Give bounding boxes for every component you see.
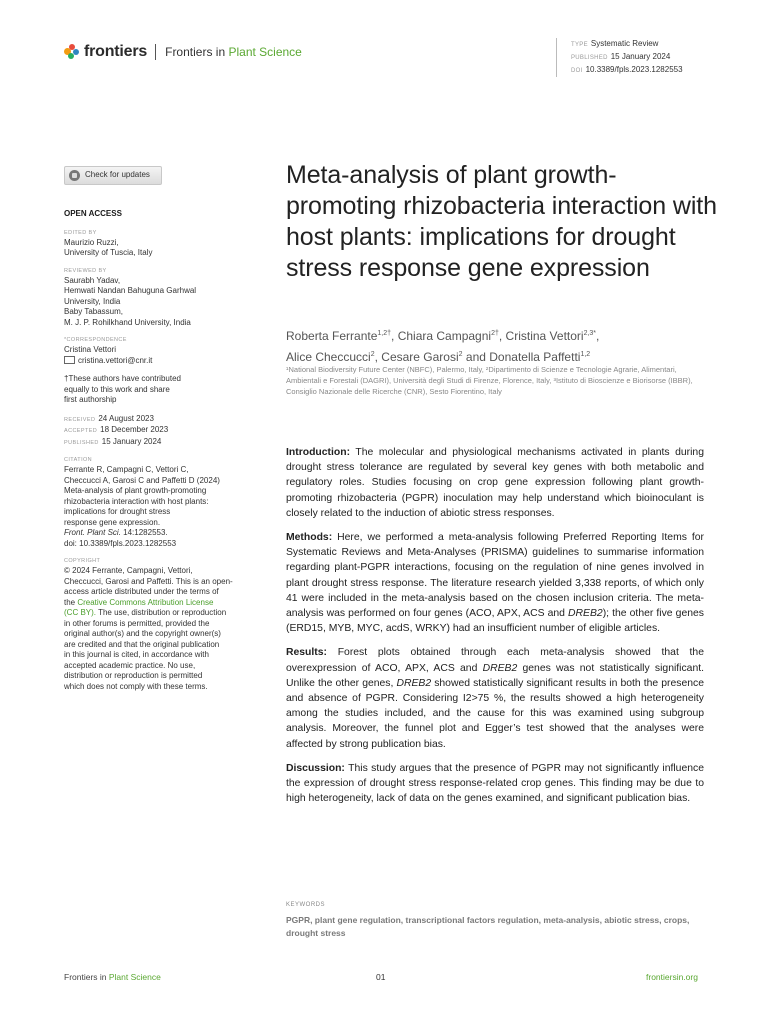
citation-doi[interactable]: doi: 10.3389/fpls.2023.1282553 xyxy=(64,538,177,548)
abstract-discussion: Discussion: This study argues that the presence of PGPR may not significantly influence the expression of drought stress response-related crop genes. This finding may be due to high heterogeneity, lack of data on the genes examined, and significant publication bias. xyxy=(286,762,704,805)
affiliations: ¹National Biodiversity Future Center (NBFC), Palermo, Italy, ²Dipartimento di Scienze e Tecnologie Agrarie, Alimentari, Ambientali e Forestali (DAGRI), Università degli Studi di Firenze, Florence, Italy, ³Istituto di Bioscienze e Biorisorse (IBBR), Consiglio Nazionale delle Ricerche (CNR), Sesto Fiorentino, Italy xyxy=(286,365,693,396)
article-title: Meta-analysis of plant growth-promoting rhizobacteria interaction with host plants: implications for drought stress response gene expression xyxy=(286,161,717,282)
citation: CITATION Ferrante R, Campagni C, Vettori C, Checcucci A, Garosi C and Paffetti D (2024) Meta-analysis of plant growth-promoting rhizobacteria interaction with host plants: implications for drought stress response gene expression. Front. Plant Sci. 14:1282553. doi: 10.3389/fpls.2023.1282553 xyxy=(64,456,274,549)
abstract-methods: Methods: Here, we performed a meta-analysis following Preferred Reporting Items for Systematic Reviews and Meta-Analyses (PRISMA) guidelines to summarise information regarding plant-PGPR interactions, focusing on the regulation of nine genes involved in plant drought stress response. The literature research yielded 3,338 reports, of which only 41 were included in the meta-analysis based on the chosen inclusion criteria. The meta-analysis was performed on four genes (ACO, APX, ACS and DREB2); the other five genes (ERD15, MYB, MYC, acdS, WRKY) had an insufficient number of eligible articles. xyxy=(286,532,704,635)
abstract xyxy=(286,445,704,815)
journal-name[interactable]: Frontiers in Plant Science xyxy=(165,45,302,59)
author[interactable]: Roberta Ferrante$^{1,2\dagger}$ xyxy=(286,329,392,343)
abstract-results: Results: Forest plots obtained through each meta-analysis showed that the overexpression of ACO, APX, ACS and DREB2 genes was not statistically significant. Unlike the other genes, DREB2 showed statistically significant results in both the presence and absence of PGPR. Considering I2>75 %, the results showed a high heterogeneity among the studies included, and the cause for this was examined using subgroup analysis. Moreover, the funnel plot and Egger’s test showed that the analyses were affected by strong publication bias. xyxy=(286,647,705,750)
correspondence: *CORRESPONDENCE Cristina Vettori cristina.vettori@cnr.it xyxy=(64,336,274,366)
equal-contribution-note: †These authors have contributed equally to this work and share first authorship xyxy=(64,374,181,404)
edited-by: EDITED BY Maurizio Ruzzi, University of Tuscia, Italy xyxy=(64,229,153,257)
check-updates-button[interactable]: Check for updates xyxy=(64,166,162,185)
article-meta xyxy=(556,38,761,77)
frontiers-logo-icon xyxy=(64,44,80,60)
footer-journal[interactable]: Frontiers in Plant Science xyxy=(64,972,161,982)
keywords-label: KEYWORDS xyxy=(286,902,326,908)
correspondence-email[interactable]: cristina.vettori@cnr.it xyxy=(64,356,274,367)
mail-icon xyxy=(64,356,75,364)
author[interactable]: Donatella Paffetti$^{1,2}$ xyxy=(489,349,591,364)
brand-name: frontiers xyxy=(84,43,148,60)
cc-license-link[interactable]: Creative Commons Attribution License xyxy=(77,597,214,607)
footer-site-link[interactable]: frontiersin.org xyxy=(646,972,698,982)
open-access-label: OPEN ACCESS xyxy=(64,209,122,218)
abstract-introduction: Introduction: The molecular and physiological mechanisms activated in plants during drought stress tolerance are regulated by several key genes with both metabolic and regulatory roles. Studies focusing on crop gene expression following plant growth-promoting rhizobacteria (PGPR) inoculation may help understand which bioinoculant is closely related to the induction of abiotic stress responses. xyxy=(286,447,704,519)
reviewed-by: REVIEWED BY Saurabh Yadav, Hemwati Nandan Bahuguna Garhwal University, India Baby Tabassum, M. J. P. Rohilkhand University, India xyxy=(64,267,197,327)
sidebar xyxy=(64,166,274,700)
article-doi[interactable]: DOI 10.3389/fpls.2023.1282553 xyxy=(571,65,683,74)
article-published: PUBLISHED 15 January 2024 xyxy=(571,52,671,61)
author-list: Roberta Ferrante$^{1,2\dagger}$, Chiara Campagni$^{2\dagger}$, Cristina Vettori$^{2,3*}$, Alice Checcucci$^2$, Cesare Garosi$^2$ and Donatella Paffetti$^{1,2}$ xyxy=(286,329,600,364)
header-divider xyxy=(155,44,156,60)
page-number: 01 xyxy=(376,972,386,982)
copyright: COPYRIGHT © 2024 Ferrante, Campagni, Vettori, Checcucci, Garosi and Paffetti. This is an open- access article distributed under the terms of the Creative Commons Attribution License (CC BY). The use, distribution or reproduction in other forums is permitted, provided the original author(s) and the copyright owner(s) are credited and that the original publication in this journal is cited, in accordance with accepted academic practice. No use, distribution or reproduction is permitted which does not comply with these terms. xyxy=(64,558,233,691)
author[interactable]: Alice Checcucci$^2$ xyxy=(286,349,375,364)
author[interactable]: Cesare Garosi$^2$ xyxy=(381,349,463,364)
cc-by-link[interactable]: (CC BY). xyxy=(64,608,96,617)
check-updates-icon xyxy=(69,170,80,181)
author[interactable]: Chiara Campagni$^{2\dagger}$ xyxy=(397,329,499,343)
header-logo[interactable] xyxy=(64,42,302,62)
article-type: TYPE Systematic Review xyxy=(571,39,659,48)
keywords: PGPR, plant gene regulation, transcriptional factors regulation, meta-analysis, abiotic stress, crops, drought stress xyxy=(286,915,690,938)
author[interactable]: Cristina Vettori$^{2,3*}$ xyxy=(505,329,597,343)
article-dates: RECEIVED 24 August 2023 ACCEPTED 18 December 2023 PUBLISHED 15 January 2024 xyxy=(64,413,169,446)
